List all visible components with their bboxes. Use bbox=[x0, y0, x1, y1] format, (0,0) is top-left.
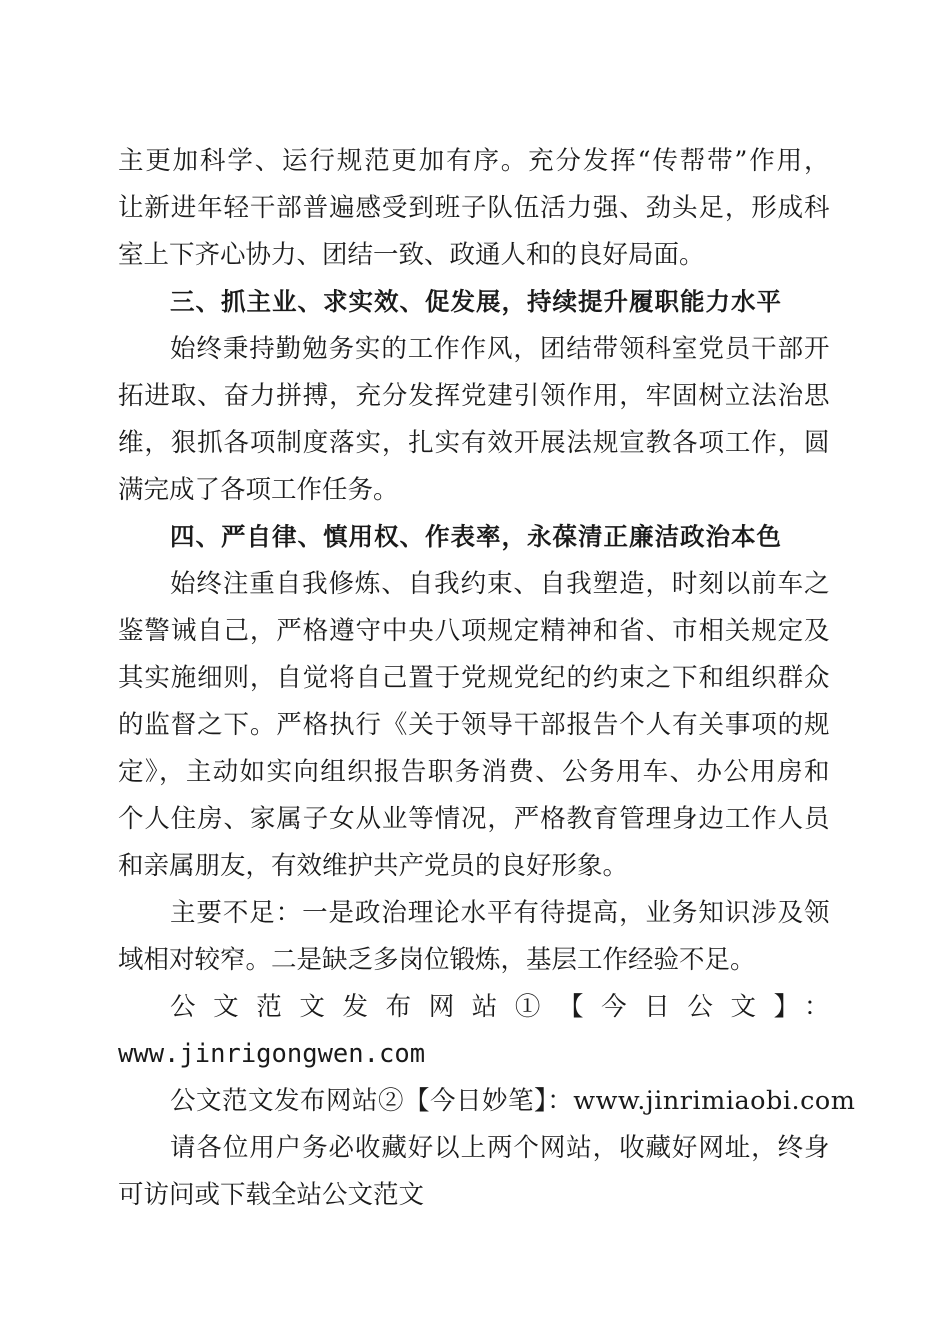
shortcomings-line: 主要不足：一是政治理论水平有待提高，业务知识涉及领 bbox=[170, 898, 830, 928]
website-two-line[interactable]: 公文范文发布网站②【今日妙笔】：www.jinrimiaobi.com bbox=[170, 1086, 856, 1116]
bookmark-notice-line: 请各位用户务必收藏好以上两个网站，收藏好网址，终身 bbox=[170, 1133, 830, 1163]
paragraph-line: 室上下齐心协力、团结一致、政通人和的良好局面。 bbox=[118, 240, 705, 270]
paragraph-line: 鉴警诫自己，严格遵守中央八项规定精神和省、市相关规定及 bbox=[118, 616, 830, 646]
paragraph-line: 和亲属朋友，有效维护共产党员的良好形象。 bbox=[118, 851, 629, 881]
paragraph-line: 个人住房、家属子女从业等情况，严格教育管理身边工作人员 bbox=[118, 804, 830, 834]
paragraph-line: 的监督之下。严格执行《关于领导干部报告个人有关事项的规 bbox=[118, 710, 830, 740]
paragraph-line: 主更加科学、运行规范更加有序。充分发挥“传帮带”作用， bbox=[118, 146, 830, 176]
paragraph-line: 其实施细则，自觉将自己置于党规党纪的约束之下和组织群众 bbox=[118, 663, 830, 693]
paragraph-line: 始终注重自我修炼、自我约束、自我塑造，时刻以前车之 bbox=[170, 569, 830, 599]
paragraph-line: 定》，主动如实向组织报告职务消费、公务用车、办公用房和 bbox=[118, 757, 830, 787]
paragraph-line: 维，狠抓各项制度落实，扎实有效开展法规宣教各项工作，圆 bbox=[118, 428, 830, 458]
website-one-url[interactable]: www.jinrigongwen.com bbox=[118, 1039, 426, 1069]
bookmark-notice-line: 可访问或下载全站公文范文 bbox=[118, 1180, 425, 1210]
paragraph-line: 始终秉持勤勉务实的工作作风，团结带领科室党员干部开 bbox=[170, 334, 830, 364]
paragraph-line: 让新进年轻干部普遍感受到班子队伍活力强、劲头足，形成科 bbox=[118, 193, 830, 223]
section-heading-three: 三、抓主业、求实效、促发展，持续提升履职能力水平 bbox=[170, 287, 782, 316]
paragraph-line: 拓进取、奋力拼搏，充分发挥党建引领作用，牢固树立法治思 bbox=[118, 381, 830, 411]
website-one-label: 公文范文发布网站①【今日公文】： bbox=[170, 992, 830, 1022]
shortcomings-line: 域相对较窄。二是缺乏多岗位锻炼，基层工作经验不足。 bbox=[118, 945, 756, 975]
paragraph-line: 满完成了各项工作任务。 bbox=[118, 475, 399, 505]
section-heading-four: 四、严自律、慎用权、作表率，永葆清正廉洁政治本色 bbox=[170, 522, 782, 551]
